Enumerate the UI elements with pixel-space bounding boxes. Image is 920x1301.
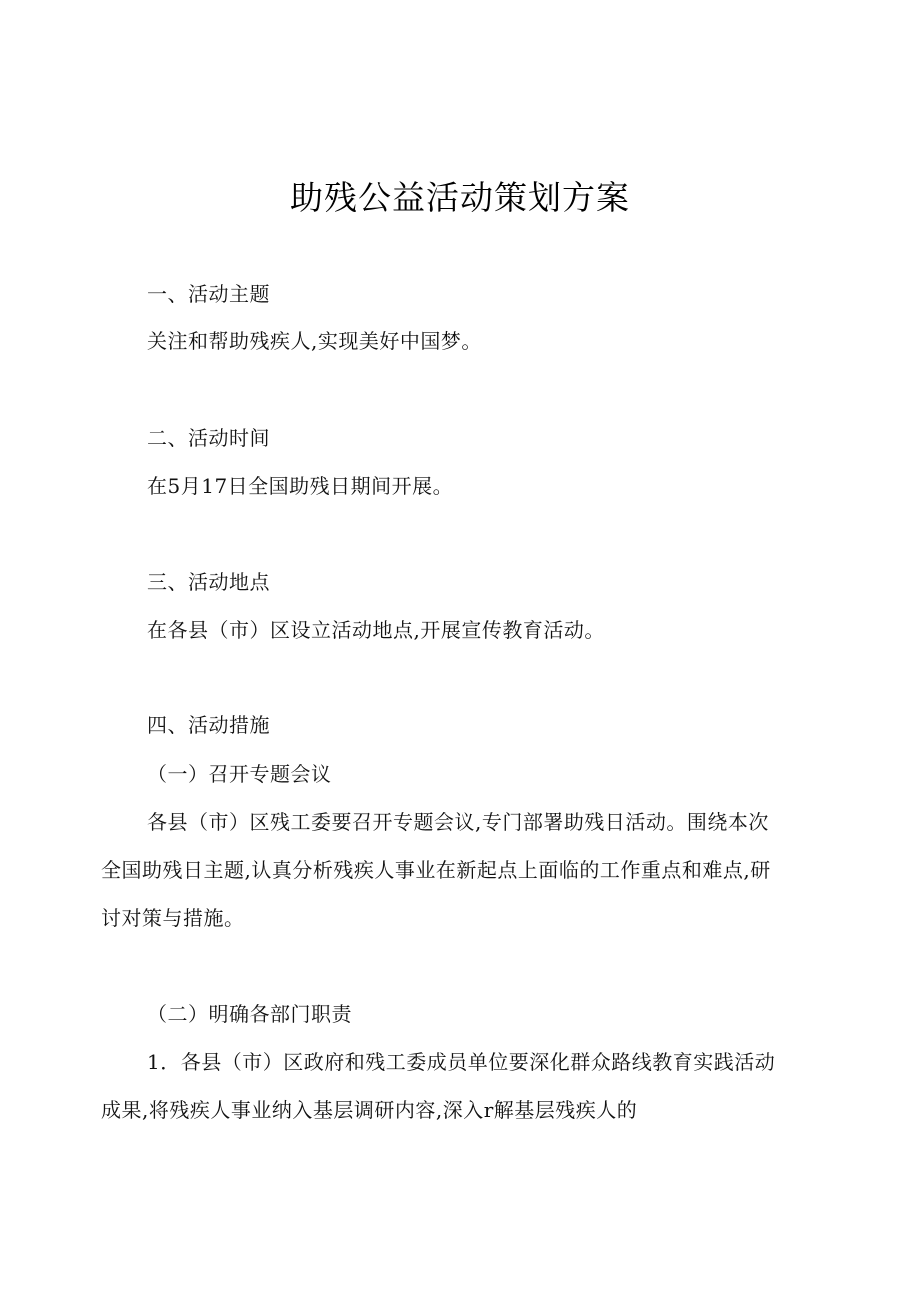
section-heading-location: 三、活动地点	[147, 570, 270, 594]
paragraph-line: 成果,将残疾人事业纳入基层调研内容,深入r解基层残疾人的	[101, 1098, 638, 1122]
document-title: 助残公益活动策划方案	[290, 178, 630, 217]
subsection-heading-meeting: （一）召开专题会议	[147, 762, 332, 786]
section-text-theme: 关注和帮助残疾人,实现美好中国梦。	[147, 329, 482, 353]
subsection-heading-duties: （二）明确各部门职责	[147, 1002, 352, 1026]
section-text-time: 在5月17日全国助残日期间开展。	[147, 474, 454, 498]
section-heading-theme: 一、活动主题	[147, 282, 270, 306]
paragraph-line: 全国助残日主题,认真分析残疾人事业在新起点上面临的工作重点和难点,研	[101, 858, 771, 882]
section-text-location: 在各县（市）区设立活动地点,开展宣传教育活动。	[147, 618, 605, 642]
section-heading-measures: 四、活动措施	[147, 713, 270, 737]
paragraph-line: 1．各县（市）区政府和残工委成员单位要深化群众路线教育实践活动	[147, 1050, 776, 1074]
paragraph-line: 讨对策与措施。	[101, 906, 245, 930]
paragraph-line: 各县（市）区残工委要召开专题会议,专门部署助残日活动。围绕本次	[147, 810, 769, 834]
section-heading-time: 二、活动时间	[147, 426, 270, 450]
